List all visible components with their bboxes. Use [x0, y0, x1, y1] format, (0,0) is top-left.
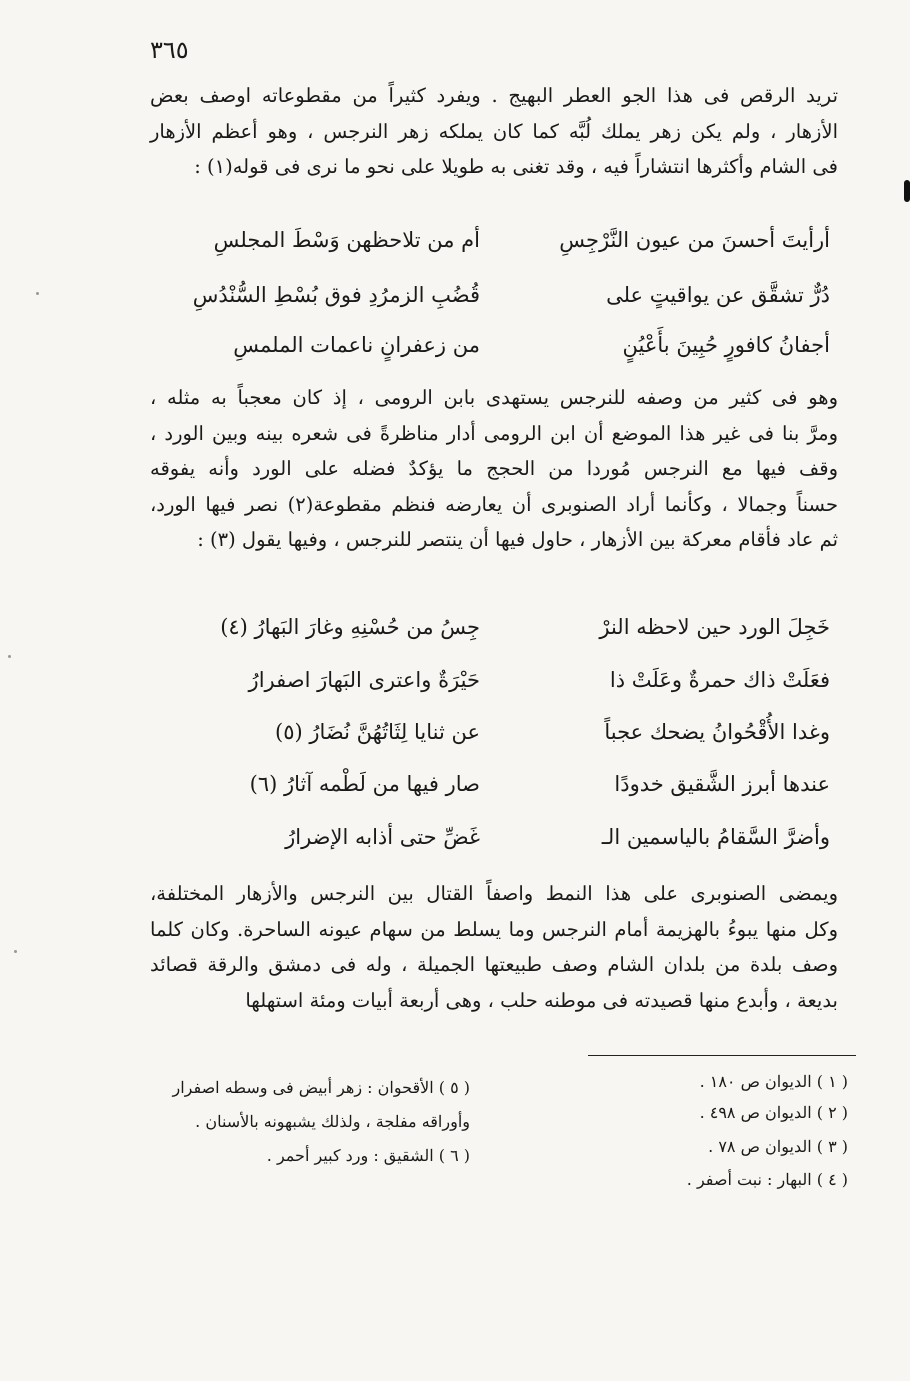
verse-hemistich-second: أم من تلاحظهن وَسْطَ المجلسِ: [213, 228, 480, 252]
verse-hemistich-second: من زعفرانٍ ناعمات الملمسِ: [233, 333, 480, 357]
text-line: وقف فيها مع النرجس مُوردا من الحجج ما يؤكدٌ فضله على الورد وأنه يفوقه: [150, 457, 838, 480]
verse-hemistich-first: أجفانُ كافورٍ حُبِينَ بأَعْيُنٍ: [622, 333, 830, 357]
footnote: وأوراقه مفلجة ، ولذلك يشبهونه بالأسنان .: [195, 1112, 470, 1131]
verse-line: [150, 615, 840, 663]
paragraph-1: [150, 78, 838, 185]
verse-hemistich-first: وغدا الأُقْحُوانُ يضحك عجباً: [604, 720, 830, 744]
page-number: ٣٦٥: [150, 36, 189, 64]
text-line: فى الشام وأكثرها انتشاراً فيه ، وقد تغنى به طويلا على نحو ما نرى فى قوله(١) :: [194, 155, 838, 178]
verse-hemistich-second: حَيْرَةٌ واعترى البَهارَ اصفرارُ: [248, 668, 480, 692]
footnote: ( ٤ ) البهار : نبت أصفر .: [686, 1170, 848, 1189]
verse-hemistich-second: جِسُ من حُسْنِهِ وغارَ البَهارُ (٤): [220, 615, 480, 639]
text-line: ثم عاد فأقام معركة بين الأزهار ، حاول فيها أن ينتصر للنرجس ، وفيها يقول (٣) :: [197, 528, 838, 551]
text-line: بديعة ، وأبدع منها قصيدته فى موطنه حلب ، وهى أربعة أبيات ومئة استهلها: [245, 988, 838, 1012]
verse-hemistich-first: خَجِلَ الورد حين لاحظه النرْ: [599, 615, 830, 639]
verse-hemistich-first: فعَلَتْ ذاك حمرةٌ وعَلَتْ ذا: [609, 668, 830, 692]
verse-line: [150, 720, 840, 768]
verse-hemistich-second: غَضِّ حتى أذابه الإضرارُ: [285, 825, 480, 849]
verse-hemistich-second: قُضُبِ الزمرُدِ فوق بُسْطِ السُّنْدُسِ: [192, 283, 480, 307]
verse-hemistich-second: عن ثنايا لِثَاتُهُنَّ نُضَارُ (٥): [275, 720, 480, 744]
verse-hemistich-first: أرأيتَ أحسنَ من عيون النَّرْجِسِ: [559, 228, 830, 252]
text-line: وهو فى كثير من وصفه للنرجس يستهدى بابن الرومى ، إذ كان معجباً به مثله ،: [150, 386, 838, 409]
text-line: ويمضى الصنوبرى على هذا النمط واصفاً القتال بين النرجس والأزهار المختلفة،: [150, 882, 838, 905]
text-line: تريد الرقص فى هذا الجو العطر البهيج . ويفرد كثيراً من مقطوعاته اوصف بعض: [150, 84, 838, 107]
text-line: ومرَّ بنا فى غير هذا الموضع أن ابن الرومى أدار مناظرةً فى شعره بينه وبين الورد ،: [150, 421, 838, 445]
paragraph-3: [150, 876, 838, 1018]
verse-hemistich-second: صار فيها من لَطْمه آثارُ (٦): [249, 772, 480, 796]
scan-speck: [14, 950, 17, 953]
verse-line: [150, 668, 840, 716]
scan-speck: [8, 655, 11, 658]
text-line: وكل منها يبوءُ بالهزيمة أمام النرجس وما يسلط من سهام عيونه الساحرة. وكان كلما: [150, 917, 838, 941]
text-line: حسناً وجمالا ، وكأنما أراد الصنوبرى أن يعارضه فنظم مقطوعة(٢) نصر فيها الورد،: [150, 492, 838, 516]
paragraph-2: [150, 380, 838, 558]
scan-speck: [36, 292, 39, 295]
text-line: الأزهار ، ولم يكن زهر يملك لُبَّه كما كان يملكه زهر النرجس ، وهو أعظم الأزهار: [150, 119, 838, 143]
verse-line: [150, 283, 840, 331]
verse-hemistich-first: عندها أبرز الشَّقيق خدودًا: [614, 772, 830, 796]
verse-line: [150, 333, 840, 381]
footnote: ( ٢ ) الديوان ص ٤٩٨ .: [699, 1103, 848, 1122]
footnote: ( ٥ ) الأقحوان : زهر أبيض فى وسطه اصفرار: [172, 1078, 470, 1097]
verse-line: [150, 825, 840, 873]
footnote: ( ١ ) الديوان ص ١٨٠ .: [699, 1072, 848, 1091]
verse-line: [150, 772, 840, 820]
footnote: ( ٣ ) الديوان ص ٧٨ .: [708, 1137, 848, 1156]
scan-edge-mark: [904, 180, 910, 202]
verse-hemistich-first: وأضرَّ السَّقامُ بالياسمين الـ: [601, 825, 830, 849]
footnote-divider: [588, 1055, 856, 1056]
footnote: ( ٦ ) الشقيق : ورد كبير أحمر .: [266, 1146, 470, 1165]
verse-hemistich-first: دُرٌّ تشقَّق عن يواقيتٍ على: [606, 283, 830, 307]
text-line: وصف بلدة من بلدان الشام وصف طبيعتها الجميلة ، وله فى دمشق والرقة قصائد: [150, 953, 838, 976]
verse-line: [150, 228, 840, 276]
